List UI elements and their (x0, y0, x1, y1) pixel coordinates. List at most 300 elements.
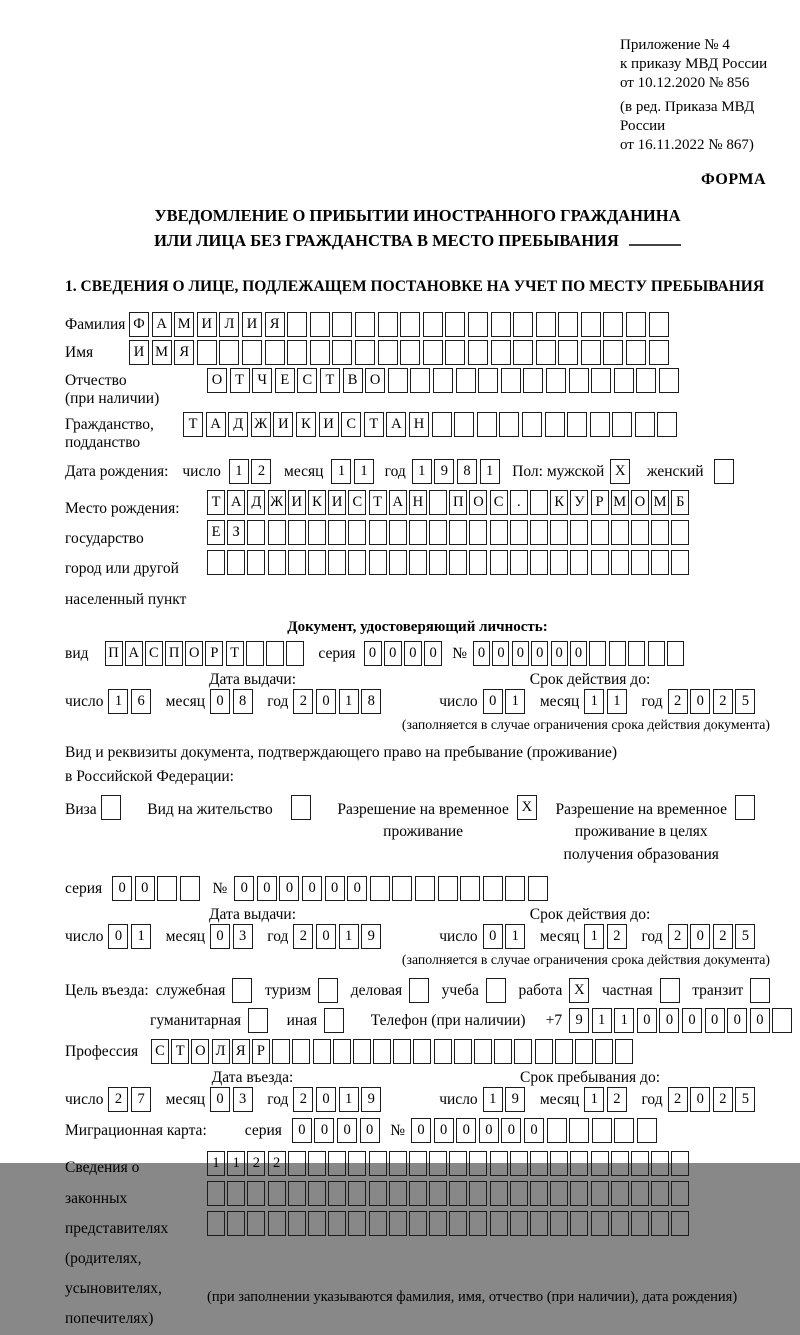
char-cell (468, 312, 488, 337)
char-cell (659, 368, 679, 393)
char-cell (232, 978, 252, 1003)
char-cell (266, 641, 284, 666)
char-cell: 2 (293, 924, 313, 949)
char-cell (570, 1151, 588, 1176)
char-cell (649, 312, 669, 337)
purpose-item-label: иная (286, 1012, 318, 1030)
char-cell (589, 641, 606, 666)
char-cell: 9 (569, 1008, 589, 1033)
char-cell (603, 312, 623, 337)
char-cell (536, 312, 556, 337)
char-cell (626, 312, 646, 337)
char-cell (328, 1151, 346, 1176)
char-cell (522, 412, 542, 437)
char-cell: 8 (361, 689, 381, 714)
char-cell (510, 1211, 528, 1236)
purpose-item-label: служебная (155, 982, 226, 1000)
header-amend-line: от 16.11.2022 № 867) (620, 136, 754, 153)
char-cell (591, 1151, 609, 1176)
char-cell (555, 1039, 573, 1064)
permit-dates-row (65, 924, 770, 949)
surname-row (65, 312, 770, 337)
char-cell (651, 1211, 669, 1236)
char-cell (530, 1181, 548, 1206)
purpose-other-checkbox (324, 1008, 347, 1033)
month-label: месяц (284, 463, 324, 480)
char-cell (369, 520, 387, 545)
char-cell (649, 340, 669, 365)
char-cell: 0 (135, 876, 155, 901)
char-cell (490, 550, 508, 575)
char-cell: 1 (483, 1087, 503, 1112)
month-label: месяц (165, 692, 206, 710)
purpose-work-checkbox (569, 978, 592, 1003)
char-cell: 0 (316, 689, 336, 714)
entry-day-cells (108, 1087, 153, 1112)
entry-year-cells (293, 1087, 383, 1112)
permit-types-row (65, 795, 770, 866)
char-cell: Д (247, 490, 265, 515)
month-label: месяц (539, 928, 580, 946)
year-label: год (267, 692, 289, 710)
char-cell (248, 1008, 268, 1033)
char-cell: 1 (505, 924, 525, 949)
char-cell: 5 (735, 924, 755, 949)
migration-series-cells (292, 1118, 382, 1143)
sex-male-checkbox (610, 459, 633, 484)
char-cell (590, 412, 610, 437)
day-label: число (439, 1091, 478, 1109)
char-cell: Т (230, 368, 250, 393)
char-cell (286, 641, 304, 666)
form-title (65, 203, 770, 254)
char-cell: 1 (584, 689, 604, 714)
char-cell: Д (228, 412, 248, 437)
char-cell (474, 1039, 492, 1064)
char-cell (530, 490, 548, 515)
char-cell (591, 368, 611, 393)
birth-year-cells (412, 459, 502, 484)
permit-issue-month-cells (210, 924, 255, 949)
char-cell: 0 (690, 1087, 710, 1112)
char-cell (227, 1211, 245, 1236)
char-cell: Н (409, 412, 429, 437)
char-cell (611, 1211, 629, 1236)
char-cell (389, 1181, 407, 1206)
char-cell (409, 1181, 427, 1206)
char-cell (288, 1151, 306, 1176)
char-cell (272, 1039, 290, 1064)
valid-until-title: Срок действия до: (529, 670, 651, 688)
char-cell: З (227, 520, 245, 545)
char-cell (530, 550, 548, 575)
name-label: Имя (65, 343, 94, 361)
char-cell: И (319, 412, 339, 437)
char-cell (268, 550, 286, 575)
issue-date-title: Дата выдачи: (208, 670, 297, 688)
char-cell: А (227, 490, 245, 515)
residence-permit-checkbox (291, 795, 314, 820)
char-cell: 0 (479, 1118, 499, 1143)
char-cell (348, 550, 366, 575)
identity-doc-heading: Документ, удостоверяющий личность: (287, 618, 548, 635)
citizenship-row (65, 412, 770, 453)
birthplace-labels: Место рождения: государство город или другой населенный пункт (65, 500, 187, 608)
char-cell: 3 (233, 1087, 253, 1112)
char-cell: Т (226, 641, 244, 666)
char-cell: 2 (713, 1087, 733, 1112)
char-cell (392, 876, 412, 901)
char-cell (355, 340, 375, 365)
char-cell (570, 1181, 588, 1206)
char-cell (468, 340, 488, 365)
char-cell: . (510, 490, 528, 515)
char-cell: 2 (668, 924, 688, 949)
char-cell (491, 340, 511, 365)
char-cell (409, 1151, 427, 1176)
char-cell: Т (364, 412, 384, 437)
char-cell (369, 550, 387, 575)
char-cell: 1 (505, 689, 525, 714)
char-cell (308, 520, 326, 545)
stay-day-cells (483, 1087, 528, 1112)
char-cell (611, 1181, 629, 1206)
passport-dates-row (65, 689, 770, 714)
char-cell: 0 (434, 1118, 454, 1143)
number-label: № (212, 880, 228, 898)
day-label: число (65, 928, 104, 946)
char-cell: Ч (252, 368, 272, 393)
char-cell (595, 1039, 613, 1064)
char-cell (581, 312, 601, 337)
char-cell: 3 (233, 924, 253, 949)
char-cell (483, 876, 503, 901)
char-cell: 0 (456, 1118, 476, 1143)
char-cell: 9 (434, 459, 454, 484)
char-cell (287, 312, 307, 337)
char-cell (469, 1151, 487, 1176)
char-cell: 0 (501, 1118, 521, 1143)
char-cell (510, 520, 528, 545)
char-cell (400, 340, 420, 365)
char-cell (530, 1211, 548, 1236)
patronymic-cells (207, 368, 681, 393)
char-cell (510, 1181, 528, 1206)
purpose-item-label: туризм (265, 982, 312, 1000)
char-cell (513, 312, 533, 337)
char-cell: Б (671, 490, 689, 515)
visa-checkbox (101, 795, 124, 820)
char-cell: 1 (412, 459, 432, 484)
birth-month-cells (331, 459, 376, 484)
char-cell (433, 368, 453, 393)
day-label: число (65, 1091, 104, 1109)
char-cell (332, 312, 352, 337)
char-cell (612, 412, 632, 437)
char-cell: 0 (637, 1008, 657, 1033)
char-cell: И (242, 312, 262, 337)
char-cell (536, 340, 556, 365)
char-cell (288, 520, 306, 545)
char-cell (469, 520, 487, 545)
form-title-line2: ИЛИ ЛИЦА БЕЗ ГРАЖДАНСТВА В МЕСТО ПРЕБЫВАНИЯ (65, 228, 770, 254)
migration-card-row (65, 1118, 770, 1143)
char-cell: 0 (337, 1118, 357, 1143)
char-cell (530, 520, 548, 545)
permit-valid-year-cells (668, 924, 758, 949)
char-cell (486, 978, 506, 1003)
char-cell (714, 459, 734, 484)
char-cell (101, 795, 121, 820)
char-cell (558, 312, 578, 337)
char-cell (505, 876, 525, 901)
guardians-cells-row1 (207, 1151, 737, 1176)
char-cell (389, 550, 407, 575)
char-cell: К (550, 490, 568, 515)
char-cell (469, 1211, 487, 1236)
permit-series-row (65, 876, 770, 901)
char-cell: В (343, 368, 363, 393)
char-cell: 0 (279, 876, 299, 901)
char-cell: Ж (268, 490, 286, 515)
char-cell: Т (171, 1039, 189, 1064)
char-cell (626, 340, 646, 365)
char-cell (291, 795, 311, 820)
char-cell: П (449, 490, 467, 515)
char-cell (328, 550, 346, 575)
profession-cells (151, 1039, 636, 1064)
restriction-note: (заполняется в случае ограничения срока действия документа) (401, 952, 770, 968)
day-label: число (182, 463, 221, 480)
char-cell (513, 340, 533, 365)
char-cell: 2 (668, 1087, 688, 1112)
char-cell: 0 (524, 1118, 544, 1143)
char-cell: 0 (570, 641, 587, 666)
char-cell: 0 (551, 641, 568, 666)
char-cell: Я (174, 340, 194, 365)
char-cell (456, 368, 476, 393)
char-cell (454, 1039, 472, 1064)
char-cell (227, 550, 245, 575)
char-cell (648, 641, 665, 666)
char-cell (570, 1211, 588, 1236)
char-cell: 0 (411, 1118, 431, 1143)
char-cell: 1 (108, 689, 128, 714)
char-cell: Р (252, 1039, 270, 1064)
char-cell: 1 (584, 924, 604, 949)
char-cell: 0 (483, 689, 503, 714)
char-cell (207, 1181, 225, 1206)
char-cell (671, 1211, 689, 1236)
char-cell (388, 368, 408, 393)
char-cell: 1 (480, 459, 500, 484)
char-cell (671, 1181, 689, 1206)
char-cell (449, 1211, 467, 1236)
char-cell: И (288, 490, 306, 515)
stay-until-title: Срок пребывания до: (520, 1069, 660, 1087)
char-cell (530, 1151, 548, 1176)
patronymic-row (65, 368, 770, 409)
char-cell (292, 1039, 310, 1064)
char-cell: И (328, 490, 346, 515)
migration-number-cells (411, 1118, 660, 1143)
residence-permit-item (147, 795, 313, 821)
char-cell: 2 (607, 1087, 627, 1112)
char-cell: И (129, 340, 149, 365)
char-cell (429, 490, 447, 515)
char-cell (631, 520, 649, 545)
char-cell: 0 (210, 924, 230, 949)
char-cell: А (152, 312, 172, 337)
passport-issue-group (65, 689, 439, 714)
char-cell (570, 520, 588, 545)
entry-dates-row (65, 1087, 770, 1112)
char-cell: 2 (668, 689, 688, 714)
char-cell (409, 978, 429, 1003)
char-cell (333, 1039, 351, 1064)
char-cell (603, 340, 623, 365)
char-cell: А (125, 641, 143, 666)
purpose-item-label: частная (601, 982, 653, 1000)
char-cell: 0 (210, 689, 230, 714)
section1-heading: 1. СВЕДЕНИЯ О ЛИЦЕ, ПОДЛЕЖАЩЕМ ПОСТАНОВКЕ НА УЧЕТ ПО МЕСТУ ПРЕБЫВАНИЯ (65, 277, 765, 295)
char-cell (547, 1118, 567, 1143)
purpose-official-checkbox (232, 978, 255, 1003)
guardians-cells-row3 (207, 1211, 737, 1236)
char-cell (348, 1211, 366, 1236)
phone-prefix: +7 (545, 1012, 563, 1030)
char-cell (308, 550, 326, 575)
birthplace-cells-row2 (207, 520, 692, 545)
char-cell: С (151, 1039, 169, 1064)
birth-day-cells (229, 459, 274, 484)
char-cell: 1 (131, 924, 151, 949)
char-cell (637, 1118, 657, 1143)
char-cell: 2 (713, 689, 733, 714)
char-cell: 0 (292, 1118, 312, 1143)
char-cell (247, 1181, 265, 1206)
birthdate-row (65, 459, 770, 484)
entry-date-group (65, 1087, 439, 1112)
char-cell (449, 520, 467, 545)
char-cell (469, 1181, 487, 1206)
char-cell (750, 978, 770, 1003)
char-cell (631, 1211, 649, 1236)
year-label: год (267, 1091, 289, 1109)
char-cell (415, 876, 435, 901)
char-cell: 0 (473, 641, 490, 666)
header-line: Приложение № 4 (620, 37, 730, 53)
char-cell (490, 1211, 508, 1236)
char-cell (308, 1151, 326, 1176)
char-cell: И (197, 312, 217, 337)
temp-residence-label: Разрешение на временное проживание (337, 800, 509, 841)
char-cell: 1 (229, 459, 249, 484)
birthplace-cells-row1 (207, 490, 692, 515)
char-cell: 0 (108, 924, 128, 949)
char-cell: Я (232, 1039, 250, 1064)
header-amend-line: (в ред. Приказа МВД России (620, 99, 755, 134)
char-cell: 1 (584, 1087, 604, 1112)
char-cell (550, 1211, 568, 1236)
char-cell: О (469, 490, 487, 515)
char-cell (528, 876, 548, 901)
char-cell (550, 550, 568, 575)
entry-date-title: Дата въезда: (211, 1069, 294, 1087)
char-cell (591, 1181, 609, 1206)
profession-label: Профессия (65, 1043, 139, 1061)
temp-residence-edu-label: Разрешение на временное проживание в целях получения образования (555, 800, 727, 863)
char-cell: 0 (750, 1008, 770, 1033)
entry-dates-titles (65, 1069, 770, 1087)
char-cell (310, 340, 330, 365)
char-cell (570, 550, 588, 575)
month-label: месяц (165, 928, 206, 946)
char-cell (310, 312, 330, 337)
number-label: № (452, 644, 468, 662)
char-cell: 8 (457, 459, 477, 484)
char-cell (369, 1151, 387, 1176)
char-cell: 0 (404, 641, 422, 666)
year-label: год (641, 1091, 663, 1109)
char-cell: С (490, 490, 508, 515)
char-cell (772, 1008, 792, 1033)
permit-issue-group (65, 924, 439, 949)
char-cell (389, 520, 407, 545)
char-cell: 1 (354, 459, 374, 484)
char-cell (370, 876, 390, 901)
guardians-block (65, 1151, 770, 1334)
legal-header (620, 36, 770, 155)
char-cell: 0 (512, 641, 529, 666)
char-cell (157, 876, 177, 901)
guardians-note: (при заполнении указываются фамилия, имя, отчество (при наличии), дата рождения) (207, 1289, 738, 1306)
purpose-item-label: учеба (441, 982, 479, 1000)
char-cell (611, 520, 629, 545)
guardians-cells-row2 (207, 1181, 737, 1206)
year-label: год (641, 692, 663, 710)
char-cell: Т (183, 412, 203, 437)
char-cell: 0 (531, 641, 548, 666)
char-cell: 7 (131, 1087, 151, 1112)
purpose-label: Цель въезда: (65, 982, 149, 1000)
form-title-line1: УВЕДОМЛЕНИЕ О ПРИБЫТИИ ИНОСТРАННОГО ГРАЖДАНИНА (154, 205, 681, 225)
char-cell: 0 (424, 641, 442, 666)
char-cell: Я (265, 312, 285, 337)
char-cell (611, 1151, 629, 1176)
purpose-item-label: работа (518, 982, 563, 1000)
temp-residence-edu-item (555, 795, 757, 866)
char-cell: 1 (339, 1087, 359, 1112)
char-cell: Л (219, 312, 239, 337)
char-cell (328, 1211, 346, 1236)
char-cell (635, 412, 655, 437)
char-cell (328, 1181, 346, 1206)
doc-type-label: вид (65, 644, 89, 662)
char-cell (671, 520, 689, 545)
char-cell: X (517, 795, 537, 820)
char-cell (460, 876, 480, 901)
char-cell (550, 520, 568, 545)
surname-label: Фамилия (65, 315, 126, 333)
char-cell (423, 340, 443, 365)
char-cell (631, 550, 649, 575)
purpose-item-label: транзит (692, 982, 744, 1000)
char-cell: 0 (483, 924, 503, 949)
char-cell: 2 (607, 924, 627, 949)
char-cell: 2 (108, 1087, 128, 1112)
month-label: месяц (539, 1091, 580, 1109)
